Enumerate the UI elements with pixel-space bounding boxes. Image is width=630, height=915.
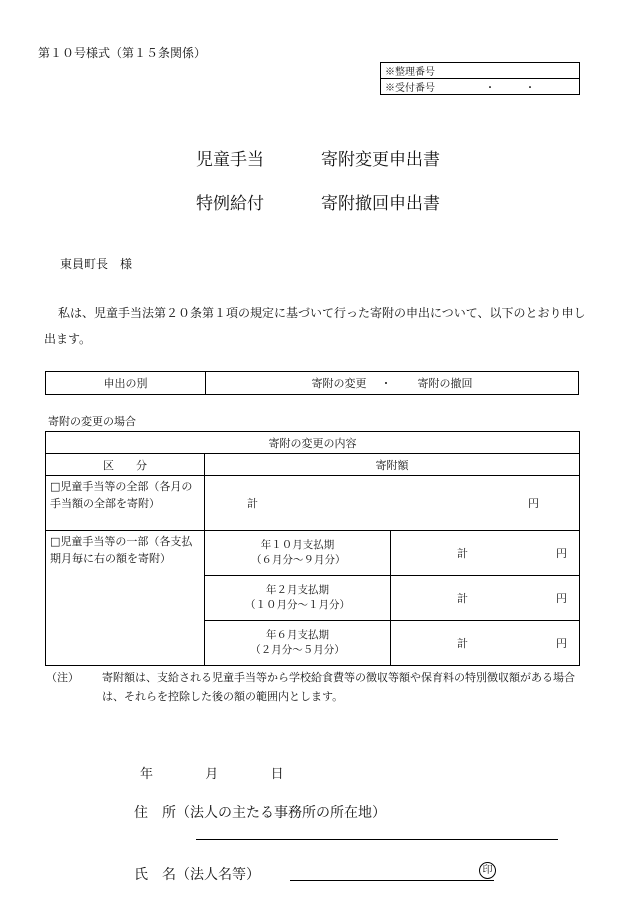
request-type-label: 申出の別 bbox=[46, 372, 206, 395]
amount-jun[interactable] bbox=[391, 621, 580, 666]
note bbox=[46, 668, 594, 706]
receipt-number-field[interactable]: ※受付番号 ・ ・ bbox=[381, 79, 580, 95]
note-mark: （注） bbox=[46, 671, 79, 684]
option-separator: ・ bbox=[380, 377, 392, 390]
date-month[interactable]: 月 bbox=[205, 767, 219, 782]
management-number-field[interactable]: ※整理番号 bbox=[381, 63, 580, 79]
period-feb-name: 年２月支払期 bbox=[266, 584, 329, 596]
reference-box bbox=[380, 62, 580, 95]
period-feb-months: （１０月分～１月分） bbox=[245, 599, 350, 611]
name-line bbox=[134, 864, 260, 884]
title-change-request: 寄附変更申出書 bbox=[321, 150, 440, 170]
period-oct bbox=[205, 531, 391, 576]
amount-oct[interactable] bbox=[391, 531, 580, 576]
amount-feb[interactable] bbox=[391, 576, 580, 621]
change-content-table bbox=[45, 431, 580, 666]
title-child-allowance: 児童手当 bbox=[196, 150, 264, 170]
date-line bbox=[140, 763, 284, 782]
category-all[interactable]: □児童手当等の全部（各月の手当額の全部を寄附） bbox=[46, 476, 205, 531]
amount-feb-total: 計 bbox=[457, 592, 468, 605]
period-jun-name: 年６月支払期 bbox=[266, 629, 329, 641]
address-label: 住 所 bbox=[134, 805, 176, 821]
body-paragraph: 私は、児童手当法第２０条第１項の規定に基づいて行った寄附の申出について、以下のとおり申し出ます。 bbox=[44, 306, 586, 346]
note-text: 寄附額は、支給される児童手当等から学校給食費等の徴収等額や保育料の特別徴収額がある場合は、それらを控除した後の額の範囲内とします。 bbox=[102, 671, 575, 703]
title-withdraw-request: 寄附撤回申出書 bbox=[321, 194, 440, 214]
title-special-benefit: 特例給付 bbox=[196, 194, 264, 214]
category-part[interactable]: □児童手当等の一部（各支払期月毎に右の額を寄附） bbox=[46, 531, 205, 666]
address-line bbox=[134, 802, 386, 822]
period-jun-months: （２月分～５月分） bbox=[250, 644, 345, 656]
option-change[interactable]: 寄附の変更 bbox=[311, 377, 367, 390]
address-input-line[interactable] bbox=[196, 839, 558, 840]
option-withdraw[interactable]: 寄附の撤回 bbox=[417, 377, 473, 390]
request-type-options bbox=[206, 372, 579, 395]
period-feb bbox=[205, 576, 391, 621]
request-type-table bbox=[45, 371, 579, 395]
period-oct-name: 年１０月支払期 bbox=[260, 539, 335, 551]
amount-all[interactable] bbox=[205, 476, 580, 531]
period-jun bbox=[205, 621, 391, 666]
amount-oct-yen: 円 bbox=[556, 547, 568, 560]
amount-oct-total: 計 bbox=[457, 547, 468, 560]
seal-mark: 印 bbox=[479, 862, 496, 879]
form-number: 第１０号様式（第１５条関係） bbox=[38, 46, 207, 60]
name-hint: （法人名等） bbox=[176, 867, 260, 883]
amount-feb-yen: 円 bbox=[556, 592, 568, 605]
addressee: 東員町長 様 bbox=[60, 257, 133, 271]
col-category: 区 分 bbox=[46, 454, 205, 476]
amount-all-total: 計 bbox=[247, 497, 258, 510]
name-input-line[interactable] bbox=[290, 880, 494, 881]
amount-all-yen: 円 bbox=[528, 497, 540, 510]
address-hint: （法人の主たる事務所の所在地） bbox=[176, 805, 386, 821]
amount-jun-total: 計 bbox=[457, 637, 468, 650]
date-year[interactable]: 年 bbox=[140, 767, 154, 782]
change-table-title: 寄附の変更の内容 bbox=[46, 432, 580, 454]
date-day[interactable]: 日 bbox=[270, 767, 284, 782]
col-amount: 寄附額 bbox=[205, 454, 580, 476]
period-oct-months: （６月分～９月分） bbox=[251, 554, 346, 566]
name-label: 氏 名 bbox=[134, 867, 176, 883]
body-text bbox=[44, 300, 594, 352]
change-section-label: 寄附の変更の場合 bbox=[48, 415, 136, 428]
amount-jun-yen: 円 bbox=[556, 637, 568, 650]
